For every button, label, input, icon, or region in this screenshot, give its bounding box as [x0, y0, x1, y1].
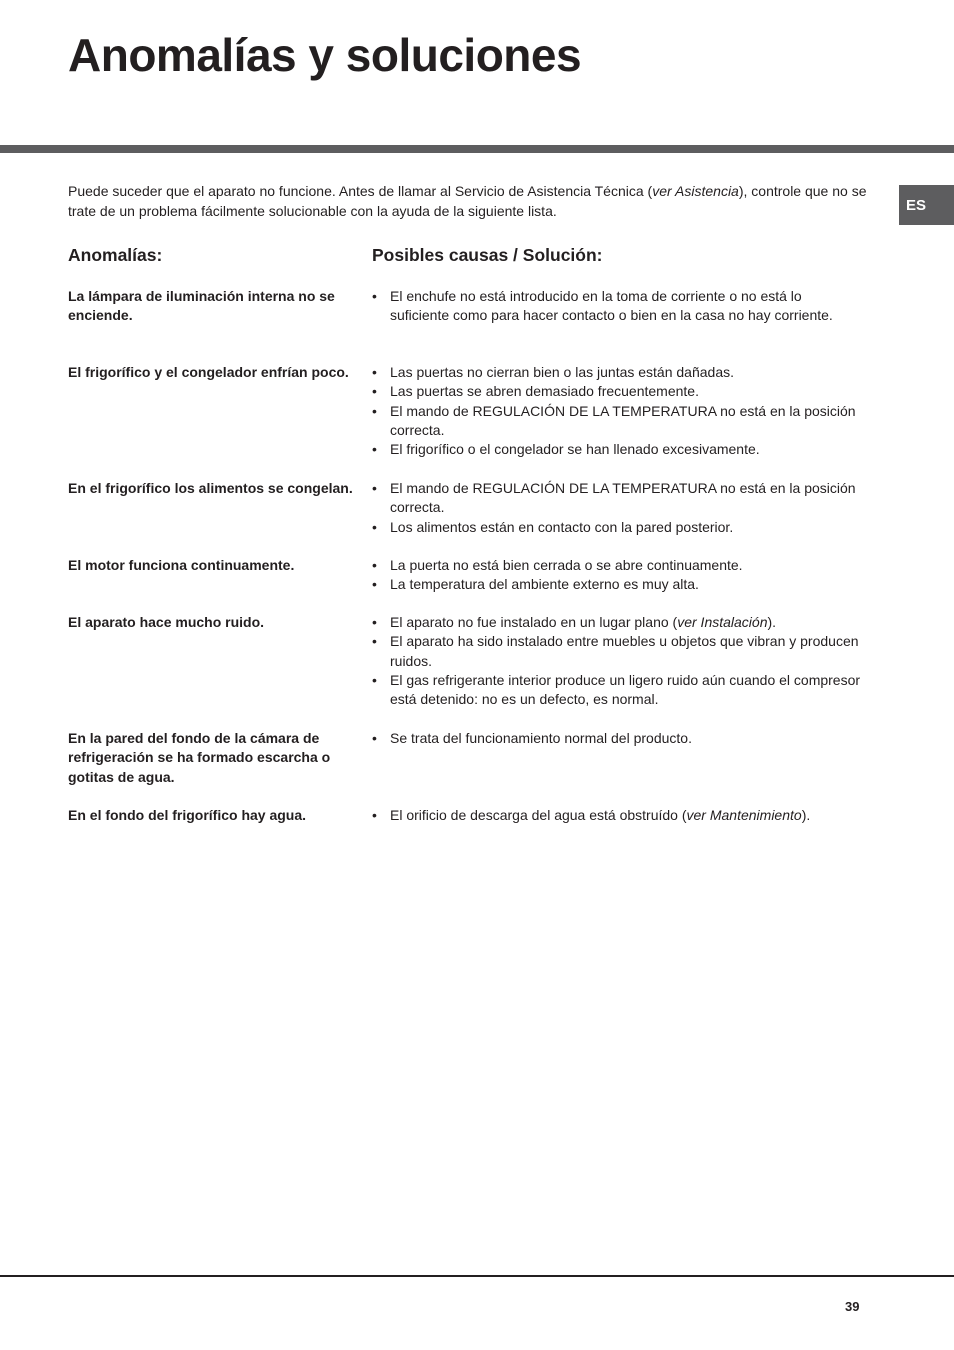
cause-item: • El mando de REGULACIÓN DE LA TEMPERATURA no está en la posición correcta. — [372, 479, 862, 518]
cause-item: • Las puertas no cierran bien o las juntas están dañadas. — [372, 363, 862, 382]
anomalies-header: Anomalías: — [68, 245, 163, 265]
anomaly-label: La lámpara de iluminación interna no se enciende. — [68, 288, 335, 324]
cause-item: • El mando de REGULACIÓN DE LA TEMPERATURA no está en la posición correcta. — [372, 402, 862, 441]
footer-rule — [0, 1275, 954, 1277]
page-number: 39 — [845, 1299, 860, 1314]
cause-text: El aparato no fue instalado en un lugar plano ( — [390, 614, 678, 630]
intro-paragraph — [68, 181, 883, 221]
anomaly-label: En la pared del fondo de la cámara de refrigeración se ha formado escarcha o gotitas de agua. — [68, 730, 331, 785]
cause-item: • Los alimentos están en contacto con la pared posterior. — [372, 518, 862, 537]
header-bar — [0, 145, 954, 153]
cause-item: • El enchufe no está introducido en la toma de corriente o no está lo suficiente como para hacer contacto o bien en la casa no hay corriente. — [372, 287, 862, 326]
cause-list — [372, 363, 862, 459]
anomaly-label: En el frigorífico los alimentos se congelan. — [68, 480, 353, 496]
anomaly-label: El frigorífico y el congelador enfrían poco. — [68, 364, 349, 380]
cause-item: • La temperatura del ambiente externo es muy alta. — [372, 575, 862, 594]
cause-item — [372, 806, 862, 825]
page-title: Anomalías y soluciones — [68, 29, 582, 81]
cause-list — [372, 729, 862, 748]
causes-header: Posibles causas / Solución: — [372, 245, 603, 265]
anomaly-label: En el fondo del frigorífico hay agua. — [68, 807, 307, 823]
anomaly-label: El aparato hace mucho ruido. — [68, 614, 265, 630]
cause-item: • El gas refrigerante interior produce un ligero ruido aún cuando el compresor está detenido: no es un defecto, es normal. — [372, 671, 862, 710]
intro-reference: ver Asistencia — [652, 183, 739, 199]
language-tab — [899, 185, 954, 225]
cause-list — [372, 613, 862, 709]
cause-item: • Se trata del funcionamiento normal del producto. — [372, 729, 862, 748]
cause-list — [372, 556, 862, 595]
language-tab-label: ES — [906, 196, 927, 214]
cause-item: • La puerta no está bien cerrada o se abre continuamente. — [372, 556, 862, 575]
cause-text-end: ). — [801, 807, 811, 823]
cause-text-end: ). — [767, 614, 777, 630]
cause-text: El orificio de descarga del agua está obstruído ( — [390, 807, 687, 823]
cause-reference: ver Mantenimiento — [686, 807, 802, 823]
cause-item — [372, 613, 862, 632]
cause-item: • El aparato ha sido instalado entre muebles u objetos que vibran y producen ruidos. — [372, 632, 862, 671]
cause-item: • Las puertas se abren demasiado frecuentemente. — [372, 382, 862, 401]
cause-list — [372, 287, 862, 326]
anomaly-label: El motor funciona continuamente. — [68, 557, 295, 573]
cause-list — [372, 479, 862, 537]
cause-item: • El frigorífico o el congelador se han llenado excesivamente. — [372, 440, 862, 459]
cause-list — [372, 806, 862, 825]
intro-text: Puede suceder que el aparato no funcione. Antes de llamar al Servicio de Asistencia Técnica ( — [68, 183, 653, 199]
cause-reference: ver Instalación — [677, 614, 768, 630]
intro-text-end: ), controle que no se trate de un problema fácilmente solucionable con la ayuda de la siguiente lista. — [68, 183, 867, 219]
